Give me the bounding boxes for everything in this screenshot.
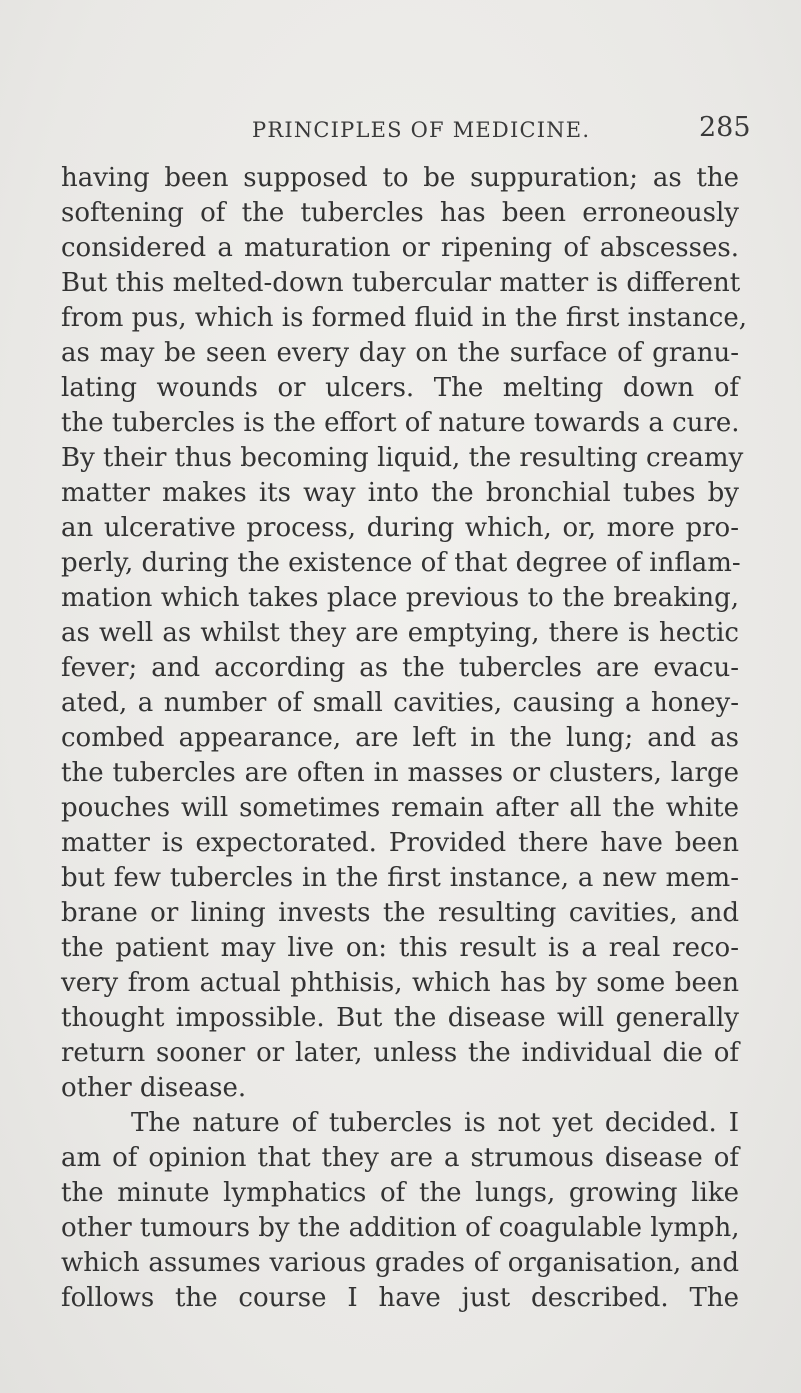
text-line: follows the course I have just described. The bbox=[61, 1283, 739, 1313]
text-line: other tumours by the addition of coagulable lymph, bbox=[61, 1213, 740, 1243]
text-line: brane or lining invests the resulting cavities, and bbox=[61, 898, 739, 928]
text-line: the minute lymphatics of the lungs, growing like bbox=[61, 1178, 739, 1208]
text-line: return sooner or later, unless the individual die of bbox=[61, 1038, 739, 1068]
text-line: as well as whilst they are emptying, there is hectic bbox=[61, 618, 739, 648]
text-line: am of opinion that they are a strumous disease of bbox=[61, 1143, 739, 1173]
text-line: matter is expectorated. Provided there have been bbox=[61, 828, 739, 858]
text-line: very from actual phthisis, which has by some been bbox=[61, 968, 739, 998]
page-header bbox=[0, 112, 801, 152]
text-line: But this melted-down tubercular matter is different bbox=[61, 268, 741, 298]
text-line: which assumes various grades of organisation, and bbox=[61, 1248, 739, 1278]
text-line: but few tubercles in the first instance, a new mem- bbox=[61, 863, 739, 893]
running-head: PRINCIPLES OF MEDICINE. bbox=[252, 118, 591, 142]
text-line: from pus, which is formed fluid in the first instance, bbox=[61, 303, 747, 333]
text-line: thought impossible. But the disease will generally bbox=[61, 1003, 739, 1033]
text-line: the patient may live on: this result is a real reco- bbox=[61, 933, 739, 963]
text-line: mation which takes place previous to the breaking, bbox=[61, 583, 739, 613]
text-line: other disease. bbox=[61, 1073, 247, 1103]
text-line: matter makes its way into the bronchial tubes by bbox=[61, 478, 739, 508]
text-line: perly, during the existence of that degree of inflam- bbox=[61, 548, 741, 578]
text-line: softening of the tubercles has been erroneously bbox=[61, 198, 739, 228]
text-line: pouches will sometimes remain after all the white bbox=[61, 793, 739, 823]
text-line: combed appearance, are left in the lung; and as bbox=[61, 723, 739, 753]
text-line: The nature of tubercles is not yet decided. I bbox=[131, 1108, 739, 1138]
page-number: 285 bbox=[699, 112, 751, 143]
text-line: as may be seen every day on the surface of granu- bbox=[61, 338, 739, 368]
text-line: lating wounds or ulcers. The melting down of bbox=[61, 373, 739, 403]
text-line: ated, a number of small cavities, causing a honey- bbox=[61, 688, 739, 718]
text-line: an ulcerative process, during which, or, more pro- bbox=[61, 513, 739, 543]
text-line: By their thus becoming liquid, the resulting creamy bbox=[61, 443, 744, 473]
text-line: considered a maturation or ripening of abscesses. bbox=[61, 233, 739, 263]
text-line: the tubercles is the effort of nature towards a cure. bbox=[61, 408, 740, 438]
text-line: the tubercles are often in masses or clusters, large bbox=[61, 758, 739, 788]
text-line: having been supposed to be suppuration; as the bbox=[61, 163, 739, 193]
text-line: fever; and according as the tubercles are evacu- bbox=[61, 653, 739, 683]
